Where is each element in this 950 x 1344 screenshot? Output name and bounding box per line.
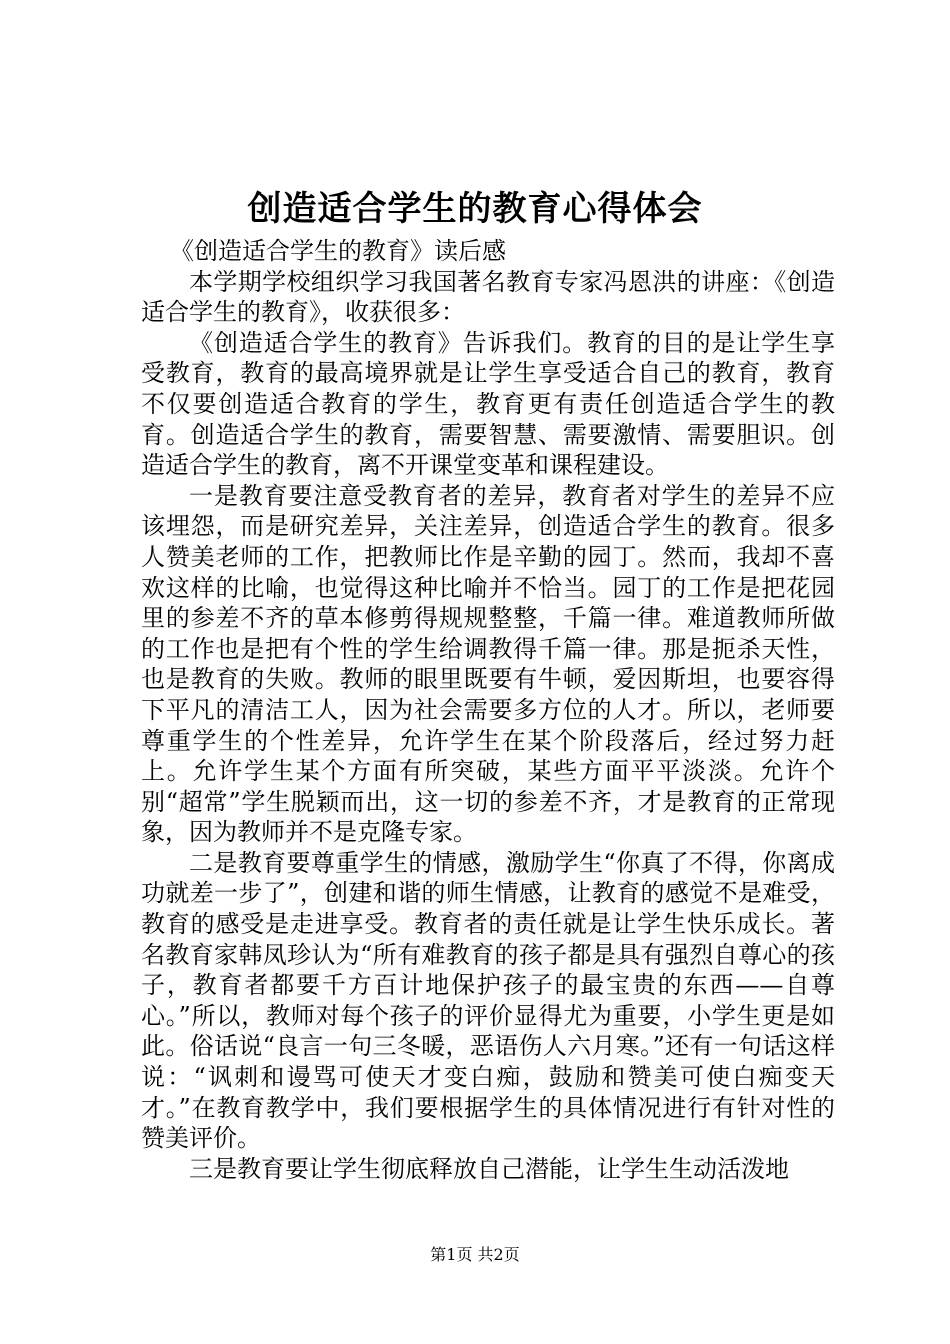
document-title: 创造适合学生的教育心得体会 xyxy=(247,189,703,229)
page-number-footer: 第1页 共2页 xyxy=(430,1245,520,1264)
document-body xyxy=(141,236,835,1184)
paragraph: 本学期学校组织学习我国著名教育专家冯恩洪的讲座：《创造适合学生的教育》，收获很多： xyxy=(141,267,835,327)
paragraph: 《创造适合学生的教育》告诉我们。教育的目的是让学生享受教育，教育的最高境界就是让学生享受适合自己的教育，教育不仅要创造适合教育的学生，教育更有责任创造适合学生的教育。创造适合学生的教育，需要智慧、需要激情、需要胆识。创造适合学生的教育，离不开课堂变革和课程建设。 xyxy=(141,328,835,480)
paragraph: 三是教育要让学生彻底释放自己潜能，让学生生动活泼地 xyxy=(189,1154,789,1183)
document-subtitle: 《创造适合学生的教育》读后感 xyxy=(170,237,506,265)
paragraph: 一是教育要注意受教育者的差异，教育者对学生的差异不应该埋怨，而是研究差异，关注差异，创造适合学生的教育。很多人赞美老师的工作，把教师比作是辛勤的园丁。然而，我却不喜欢这样的比喻，也觉得这种比喻并不恰当。园丁的工作是把花园里的参差不齐的草本修剪得规规整整，千篇一律。难道教师所做的工作也是把有个性的学生给调教得千篇一律。那是扼杀天性，也是教育的失败。教师的眼里既要有牛顿，爱因斯坦，也要容得下平凡的清洁工人，因为社会需要多方位的人才。所以，老师要尊重学生的个性差异，允许学生在某个阶段落后，经过努力赶上。允许学生某个方面有所突破，某些方面平平淡淡。允许个别“超常”学生脱颖而出，这一切的参差不齐，才是教育的正常现象，因为教师并不是克隆专家。 xyxy=(141,481,835,847)
paragraph: 二是教育要尊重学生的情感，激励学生“你真了不得，你离成功就差一步了”，创建和谐的师生情感，让教育的感觉不是难受，教育的感受是走进享受。教育者的责任就是让学生快乐成长。著名教育家韩凤珍认为“所有难教育的孩子都是具有强烈自尊心的孩子，教育者都要千方百计地保护孩子的最宝贵的东西——自尊心。”所以，教师对每个孩子的评价显得尤为重要，小学生更是如此。俗话说“良言一句三冬暖，恶语伤人六月寒。”还有一句话这样说：“讽刺和谩骂可使天才变白痴，鼓励和赞美可使白痴变天才。”在教育教学中，我们要根据学生的具体情况进行有针对性的赞美评价。 xyxy=(141,848,835,1153)
